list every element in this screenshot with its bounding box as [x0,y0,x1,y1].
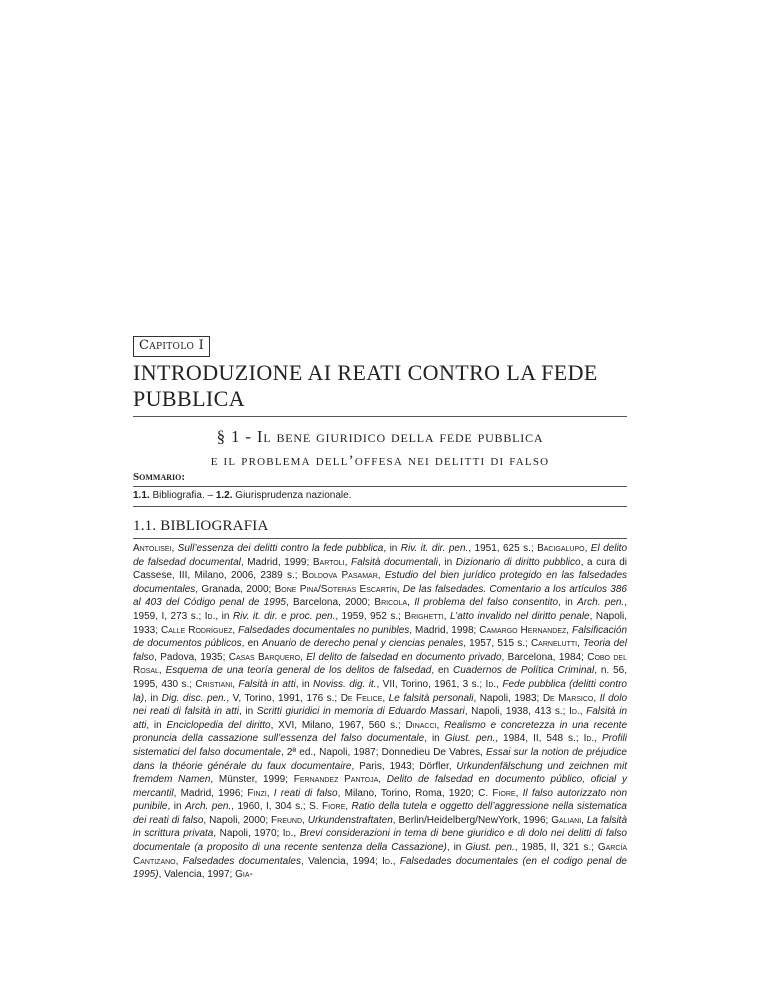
bibliography-text: , Paris, 1943; Dörfler, [351,760,457,772]
bibliography-title: Falsificación de documentos públicos [133,624,628,650]
bibliography-text: , Berlin/Heidelberg/NewYork, 1996; [392,814,552,826]
bibliography-text: , [293,828,300,840]
bibliography-text: , in [146,719,167,731]
bibliography-author: Bricola [374,597,408,609]
summary-label: Sommario: [133,470,627,487]
bibliography-text: , [175,855,183,867]
bibliography-title: Il falso autorizzato non punibile [133,787,628,813]
bibliography-text: , [232,678,239,690]
bibliography-title: Dizionario di diritto pubblico [455,556,581,568]
bibliography-text: , in [238,706,257,718]
bibliography-author: De Marsico [542,692,594,704]
bibliography-title: Arch. pen. [577,597,625,609]
bibliography-text: , Barcelona, 1984; [501,651,588,663]
bibliography-text: , Padova, 1935; [154,651,229,663]
bibliography-text: , 1984, II, 548 s.; [495,733,584,745]
bibliography-author: Id. [583,733,595,745]
bibliography-title: Riv. it. dir. e proc. pen. [232,610,336,622]
bibliography-author: Antolisei [133,543,172,554]
bibliography-text: , [594,733,602,745]
bibliography-paragraph [133,542,627,882]
bibliography-title: Teoria del falso [133,638,627,663]
bibliography-title: De las falsedades. Comentario a los artículos 386 al 403 del Código penal de 1995 [133,583,627,609]
bibliography-text: , [378,774,387,786]
bibliography-title: Dig. disc. pen. [161,692,227,704]
bibliography-text: , [584,543,591,554]
bibliography-title: Scritti giuridici in memoria di Eduardo Massari [256,706,465,718]
chapter-title: INTRODUZIONE AI REATI CONTRO LA FEDE PUBBLICA [133,360,627,417]
bibliography-text: , [496,678,503,690]
bibliography-text: , [566,624,572,636]
bibliography-text: , [171,543,178,554]
bibliography-title: Urkundenstraftaten [307,814,393,826]
bibliography-text: , Valencia, 1994; [301,855,383,867]
bibliography-text: , Napoli, 1938, 413 s.; [464,706,570,718]
bibliography-author: Gia- [235,869,253,881]
bibliography-title: Giust. pen. [465,842,515,854]
bibliography-author: Cobo del Rosal [133,651,627,677]
bibliography-text: , [577,638,584,650]
bibliography-author: Bone Pina/Soteras Escartín [274,583,397,595]
bibliography-author: Fiore [322,801,346,813]
bibliography-author: Id. [382,855,393,867]
bibliography-text: , [593,692,600,704]
bibliography-text: , [345,801,352,813]
bibliography-title: Anuario de derecho penal y ciencias penales [261,638,464,650]
bibliography-author: Freund [271,814,303,826]
bibliography-text: , [392,855,400,867]
section-heading-line-1: § 1 - Il bene giuridico della fede pubblica [216,427,544,446]
bibliography-title: Realismo e concretezza in una recente pronuncia della cassazione sull’essenza del falso documentale [133,719,628,745]
bibliography-text: , [382,692,389,704]
section-heading-line-2: e il problema dell’offesa nei delitti di falso [210,453,550,469]
bibliography-author: Calle Rodríguez [160,624,233,636]
bibliography-text: , Madrid, 1996; [173,787,248,799]
bibliography-author: Id. [204,610,216,622]
chapter-label-text: Capitolo I [139,338,205,353]
bibliography-author: Fiore [492,787,516,799]
bibliography-text: , VII, Torino, 1961, 3 s.; [376,678,486,690]
bibliography-author: Fernandez Pantoja [293,774,379,786]
summary-list [133,489,627,507]
bibliography-text: , en [241,638,262,650]
bibliography-author: Id. [282,828,294,840]
bibliography-author: Brighetti [404,610,444,622]
subsection-title: 1.1. BIBLIOGRAFIA [133,516,627,539]
bibliography-text: , Napoli, 1970; [213,828,283,840]
bibliography-author: Camargo Hernandez [479,624,567,636]
summary-item-text: Bibliografia. – [149,490,216,501]
bibliography-title: Le falsità personali [388,692,474,704]
bibliography-author: García Cantizano [133,842,627,867]
bibliography-title: Giust. pen. [444,733,496,745]
bibliography-text: , Milano, Torino, Roma, 1920; C. [337,787,493,799]
bibliography-author: De Felice [340,692,383,704]
section-heading [133,426,627,472]
bibliography-text: , 1960, I, 304 s.; S. [231,801,323,813]
bibliography-text: , in [424,733,445,745]
bibliography-title: Falsità documentali [350,556,438,568]
bibliography-title: Delito de falsedad en documento público, oficial y mercantil [133,774,627,799]
bibliography-text: , [377,570,385,582]
bibliography-text: , [158,665,166,677]
bibliography-text: , XVI, Milano, 1967, 560 s.; [270,719,406,731]
bibliography-text: , [300,651,307,663]
bibliography-title: Riv. it. dir. pen. [400,543,469,554]
bibliography-text: , V, Torino, 1991, 176 s.; [226,692,341,704]
bibliography-title: I reati di falso [273,787,338,799]
bibliography-text: , 1957, 515 s.; [463,638,531,650]
summary-item-number: 1.1. [133,490,150,501]
bibliography-title: Urkundenfälschung und zeichnen mit fremdem Namen [133,760,628,786]
bibliography-text: , Napoli, 2000; [203,814,272,826]
bibliography-title: El delito de falsedad en documento privado [306,651,502,663]
bibliography-title: Falsedades documentales [182,855,301,867]
bibliography-title: Esquema de una teoría general de los delitos de falsedad [165,665,432,677]
bibliography-author: Boldova Pasamar [301,570,378,582]
bibliography-text: , [515,787,523,799]
bibliography-text: , Valencia, 1997; [158,869,236,881]
bibliography-author: Bacigalupo [537,543,585,554]
bibliography-title: Enciclopedia del diritto [166,719,271,731]
bibliography-text: , n. 56, 1995, 430 s.; [133,665,628,690]
chapter-label [133,336,210,357]
bibliography-text: , [396,583,403,595]
bibliography-text: , Madrid, 1998; [409,624,480,636]
bibliography-title: El delito de falsedad documental [133,543,628,568]
bibliography-title: Profili sistematici del falso documentale [133,733,627,758]
bibliography-text: , [407,597,415,609]
bibliography-title: Fede pubblica (delitti contro la) [133,678,627,704]
bibliography-text: , in [215,610,233,622]
bibliography-title: Falsità in atti [238,678,296,690]
bibliography-text: , en [431,665,454,677]
bibliography-text: , in [446,842,466,854]
bibliography-title: Noviss. dig. it. [313,678,377,690]
bibliography-text: , 1959, 952 s.; [335,610,405,622]
bibliography-text: , [302,814,308,826]
bibliography-title: Sull’essenza dei delitti contro la fede pubblica [177,543,384,554]
bibliography-author: Dinacci [405,719,437,731]
bibliography-author: Cristiani [195,678,233,690]
bibliography-text: , in [558,597,578,609]
bibliography-text: , Münster, 1999; [210,774,294,786]
bibliography-text: , [581,814,587,826]
bibliography-title: Essai sur la notion de préjudice dans la théorie générale du faux documentaire [133,746,627,772]
bibliography-title: Falsedades documentales (en el codigo penal de 1995) [133,855,627,881]
summary-item-number: 1.2. [215,490,233,501]
bibliography-title: Arch. pen. [184,801,232,813]
bibliography-author: Carnelutti [530,638,578,650]
bibliography-text: , Barcelona, 2000; [285,597,375,609]
bibliography-title: Il problema del falso consentito [414,597,559,609]
bibliography-author: Id. [485,678,497,690]
bibliography-author: Id. [569,706,580,718]
bibliography-text: , 1985, II, 321 s.; [514,842,598,854]
bibliography-author: Galiani [551,814,582,826]
summary-item-text: Giurisprudenza nazionale. [232,490,352,501]
bibliography-title: Brevi considerazioni in tema di bene giuridico e di dolo nei delitti di falso documentale (a proposito di una recente sentenza della Cassazione) [133,828,627,854]
bibliography-text: , 1959, I, 273 s.; [133,597,627,622]
bibliography-text: , 1951, 625 s.; [468,543,538,554]
bibliography-text: , [443,610,451,622]
bibliography-text: , [344,556,351,568]
bibliography-title: Falsedades documentales no punibles [238,624,410,636]
bibliography-text: , Napoli, 1983; [473,692,543,704]
bibliography-title: Estudio del bien jurídico protegido en las falsedades documentales [133,570,628,595]
bibliography-text: , [579,706,587,718]
bibliography-text: , Napoli, 1933; [133,610,628,636]
bibliography-text: , [436,719,445,731]
bibliography-text: , Madrid, 1999; [240,556,313,568]
bibliography-title: L’atto invalido nel diritto penale [450,610,590,622]
bibliography-title: Cuadernos de Política Criminal [453,665,595,677]
bibliography-text: , in [383,543,401,554]
bibliography-text: , [266,787,274,799]
bibliography-text: , in [144,692,162,704]
bibliography-text: , in [167,801,185,813]
bibliography-text: , a cura di Cassese, III, Milano, 2006, 2389 s.; [133,556,628,582]
bibliography-author: Casas Barquero [228,651,301,663]
bibliography-title: Falsità in atti [133,706,628,731]
bibliography-text: , [232,624,239,636]
bibliography-title: La falsità in scrittura privata [133,814,628,840]
bibliography-text: , in [295,678,314,690]
bibliography-author: Finzi [247,787,267,799]
bibliography-text: , 2ª ed., Napoli, 1987; Donnedieu De Vabres, [280,746,487,758]
bibliography-title: Ratio della tutela e oggetto dell’aggressione nella sistematica dei reati di falso [133,801,627,826]
bibliography-text: , Granada, 2000; [195,583,275,595]
bibliography-text: , in [437,556,456,568]
bibliography-author: Bartoli [312,556,345,568]
bibliography-title: Il dolo nei reati di falsità in atti [133,692,628,718]
